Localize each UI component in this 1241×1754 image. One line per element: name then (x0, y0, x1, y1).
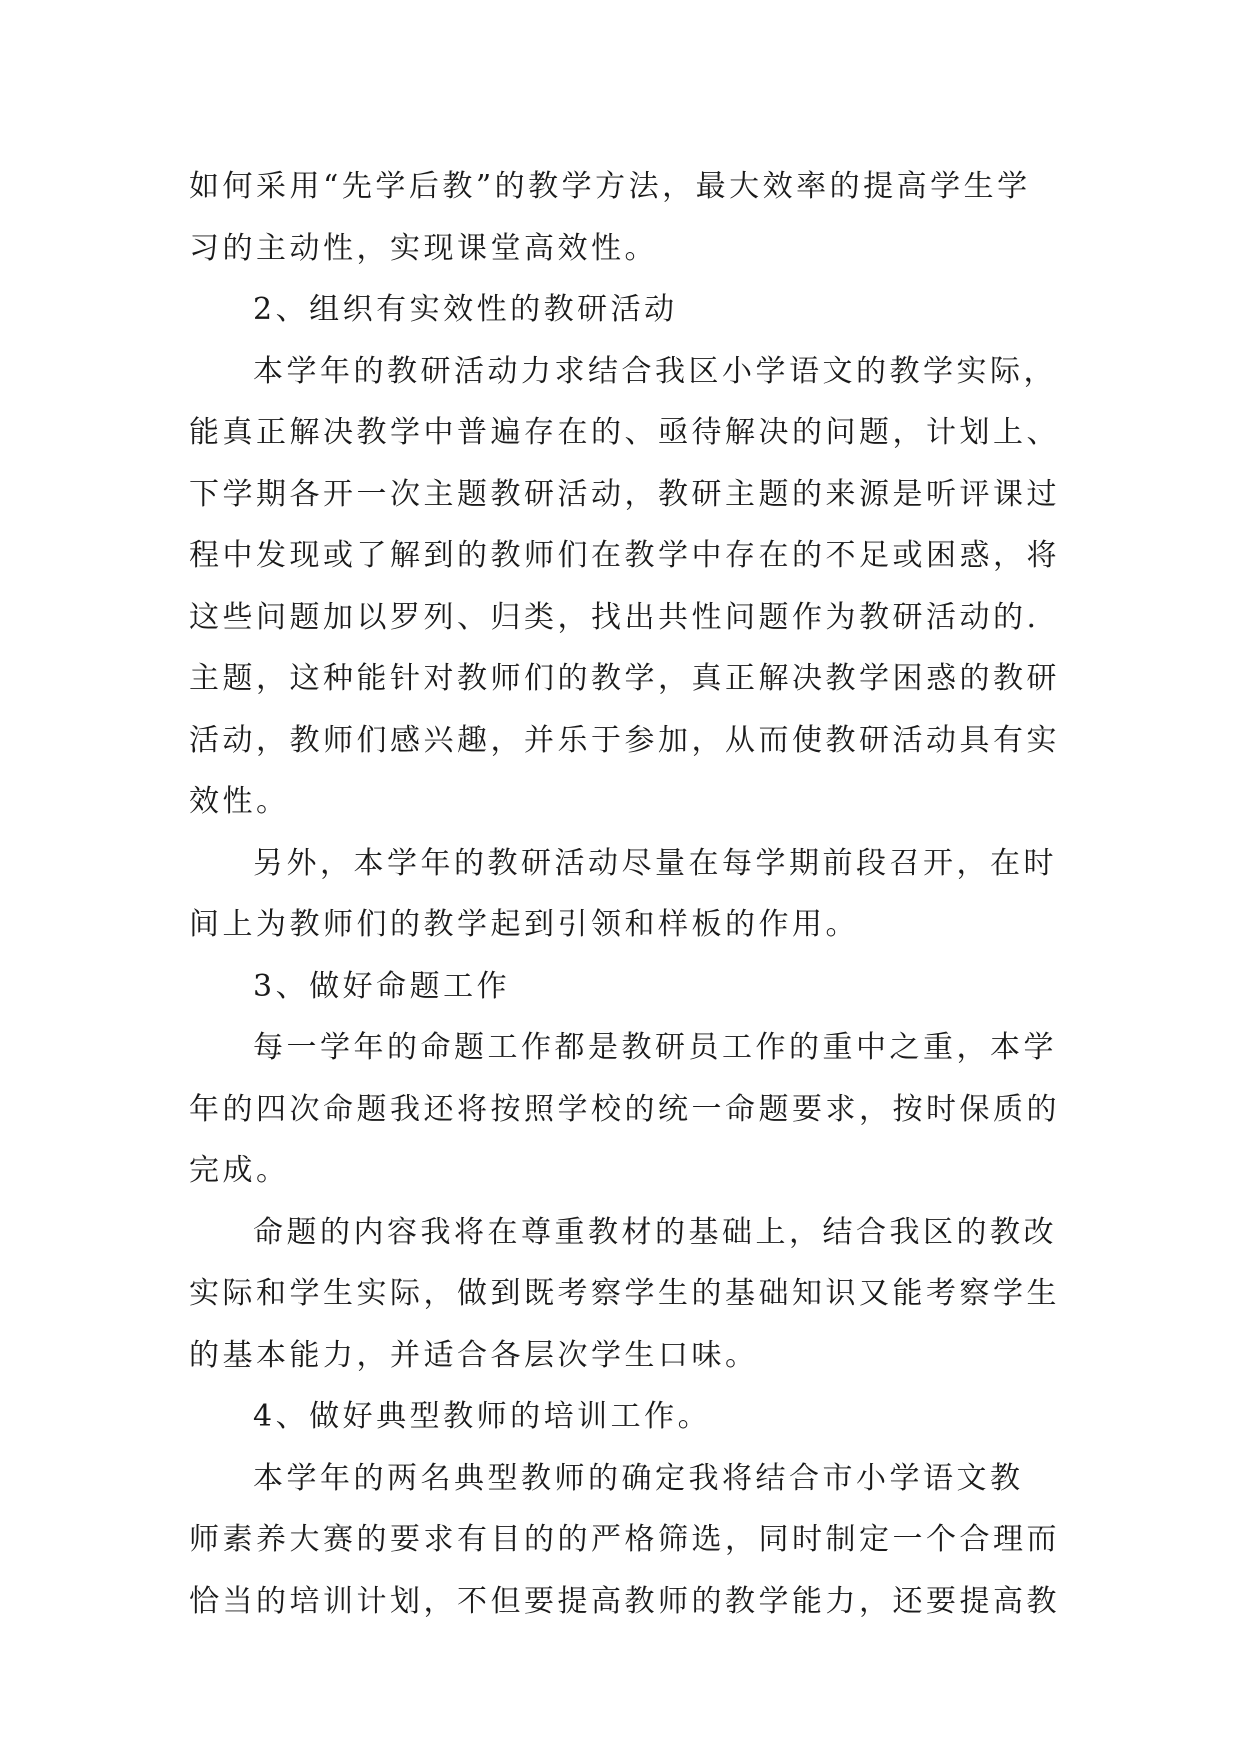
text-line: 如何采用“先学后教”的教学方法，最大效率的提高学生学 (189, 169, 1031, 204)
text-line: 间上为教师们的教学起到引领和样板的作用。 (189, 907, 859, 942)
text-line: 师素养大赛的要求有目的的严格筛选，同时制定一个合理而 (189, 1522, 1060, 1557)
text-line: 这些问题加以罗列、归类，找出共性问题作为教研活动的. (189, 599, 1040, 635)
text-line: 本学年的两名典型教师的确定我将结合市小学语文教 (253, 1460, 1024, 1496)
section-heading: 2、组织有实效性的教研活动 (253, 292, 678, 327)
text-line: 另外，本学年的教研活动尽量在每学期前段召开，在时 (253, 845, 1057, 881)
body-text (189, 156, 1060, 1632)
text-line: 效性。 (189, 784, 290, 819)
text-line: 主题，这种能针对教师们的教学，真正解决教学困惑的教研 (189, 661, 1060, 696)
text-line: 习的主动性，实现课堂高效性。 (189, 230, 658, 266)
text-line: 程中发现或了解到的教师们在教学中存在的不足或困惑，将 (189, 538, 1060, 573)
text-line: 恰当的培训计划，不但要提高教师的教学能力，还要提高教 (189, 1583, 1060, 1619)
text-line: 每一学年的命题工作都是教研员工作的重中之重，本学 (253, 1030, 1057, 1065)
text-line: 完成。 (189, 1153, 290, 1188)
text-line: 命题的内容我将在尊重教材的基础上，结合我区的教改 (253, 1214, 1057, 1250)
text-line: 活动，教师们感兴趣，并乐于参加，从而使教研活动具有实 (189, 722, 1060, 758)
text-line: 年的四次命题我还将按照学校的统一命题要求，按时保质的 (189, 1091, 1060, 1127)
text-line: 实际和学生实际，做到既考察学生的基础知识又能考察学生 (189, 1276, 1060, 1311)
section-heading: 3、做好命题工作 (253, 968, 511, 1004)
text-line: 的基本能力，并适合各层次学生口味。 (189, 1337, 759, 1373)
section-heading: 4、做好典型教师的培训工作。 (253, 1399, 712, 1434)
text-line: 能真正解决教学中普遍存在的、亟待解决的问题，计划上、 (189, 415, 1060, 450)
text-line: 下学期各开一次主题教研活动，教研主题的来源是听评课过 (189, 476, 1060, 512)
text-line: 本学年的教研活动力求结合我区小学语文的教学实际， (253, 353, 1057, 389)
